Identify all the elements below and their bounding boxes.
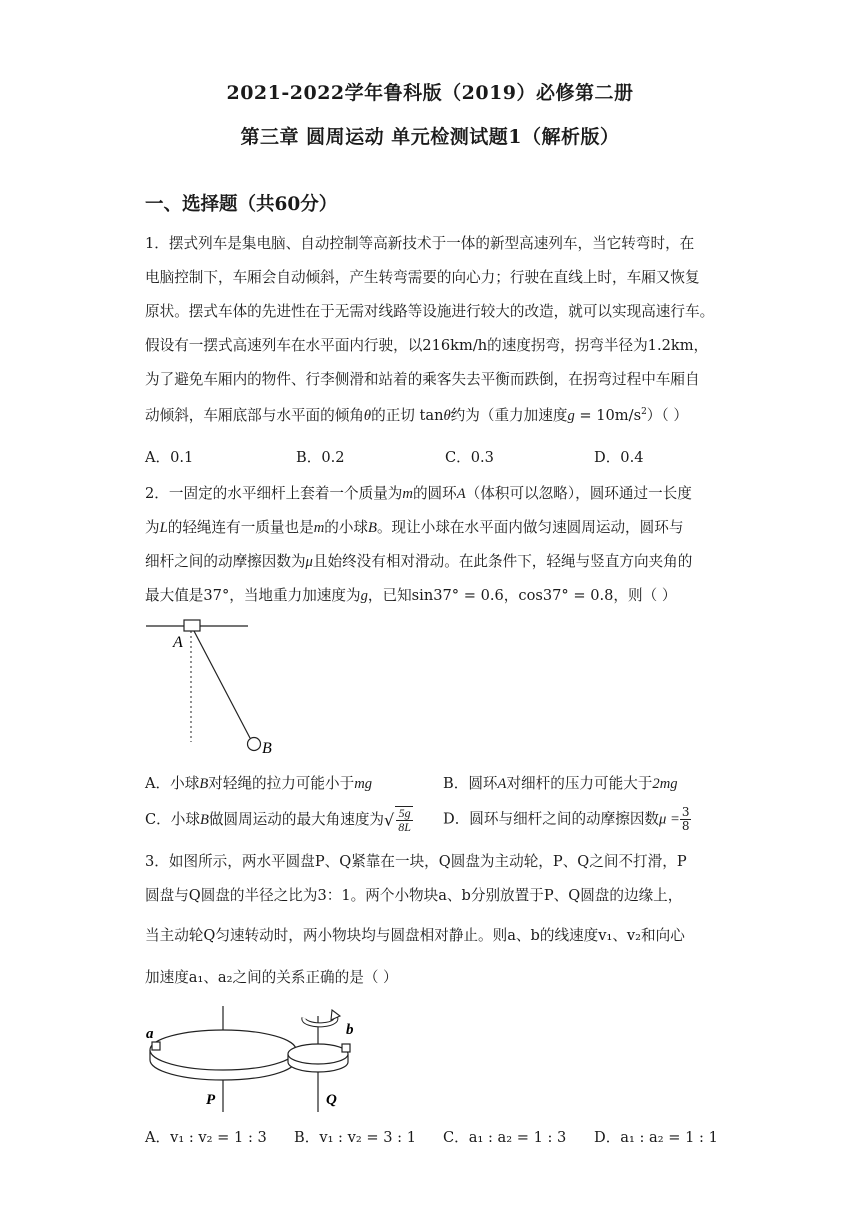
label-a: A [173,634,183,651]
q3-line-1: 3．如图所示，两水平圆盘P、Q紧靠在一块，Q圆盘为主动轮，P、Q之间不打滑，P [145,853,687,870]
q3-option-c: C．a₁ : a₂ = 1 : 3 [443,1129,567,1146]
block-a [152,1042,160,1050]
q2-L: L [159,520,168,536]
light-rope [194,631,250,738]
q2-line-1-text-a: 2．一固定的水平细杆上套着一个质量为 [145,485,403,502]
label-b: b [346,1022,354,1038]
q2-option-c [145,806,413,834]
q2-A: A [456,486,466,502]
q1-option-b: B．0.2 [296,449,345,466]
q2-line-3-text-b: 且始终没有相对滑动。在此条件下，轻绳与竖直方向夹角的 [312,553,693,570]
q1-g: g [567,408,575,424]
q1-line-6-text-b: 的正切 [371,407,415,424]
mu-fraction [680,806,692,833]
label-b: B [262,740,272,757]
q2-option-c-text-b: 做圆周运动的最大角速度为 [208,811,385,828]
q2-line-3-text-a: 细杆之间的动摩擦因数为 [145,553,306,570]
arrow-head [331,1010,340,1020]
q1-line-1: 1．摆式列车是集电脑、自动控制等高新技术于一体的新型高速列车，当它转弯时，在 [145,235,695,252]
q2-line-2-text-d: 。现让小球在水平面内做匀速圆周运动，圆环与 [376,519,684,536]
q2-option-d-text: D．圆环与细杆之间的动摩擦因数 [443,810,660,828]
q2-option-b-A: A [497,776,507,792]
q2-line-3 [145,550,692,571]
q2-option-c-B: B [199,812,209,828]
label-q: Q [326,1092,337,1108]
q2-option-d-mu: μ = [659,811,680,828]
sqrt-body [395,806,413,834]
section-heading: 一、选择题（共60分） [145,194,338,215]
q2-line-2-text-a: 为 [145,519,160,536]
q3-line-2: 圆盘与Q圆盘的半径之比为3：1。两个小物块a、b分别放置于P、Q圆盘的边缘上， [145,887,683,904]
q1-tan: tan [419,407,444,424]
q2-option-b [443,772,678,793]
q2-B: B [368,520,377,536]
omega-numerator: 5g [396,807,413,821]
document-title-line2: 第三章 圆周运动 单元检测试题1（解析版） [240,126,620,148]
q2-line-4 [145,584,676,605]
q1-line-5: 为了避免车厢内的物件、行李侧滑和站着的乘客失去平衡而跌倒，在拐弯过程中车厢自 [145,371,700,388]
q3-line-4: 加速度a₁、a₂之间的关系正确的是（ ） [145,969,398,986]
q3-line-3: 当主动轮Q匀速转动时，两小物块均与圆盘相对静止。则a、b的线速度v₁、v₂和向心 [145,927,685,944]
q1-option-d: D．0.4 [594,449,644,466]
q1-line-4: 假设有一摆式高速列车在水平面内行驶，以216km/h的速度拐弯，拐弯半径为1.2km， [145,337,709,354]
q1-theta-2: θ [443,408,451,424]
q2-m: m [402,486,413,502]
q2-option-a-text-b: 对轻绳的拉力可能小于 [208,775,355,792]
q1-square: 2 [641,407,647,418]
q2-option-a-mg: mg [354,776,373,792]
q2-line-2-text-b: 的轻绳连有一质量也是 [167,519,314,536]
label-a: a [146,1026,154,1042]
q3-option-d: D．a₁ : a₂ = 1 : 1 [594,1129,718,1146]
q2-line-4-text-a: 最大值是37°，当地重力加速度为 [145,587,361,604]
document-title-line1: 2021-2022学年鲁科版（2019）必修第二册 [226,82,634,104]
q1-line-6 [145,404,688,425]
q2-option-a-text-a: A．小球 [145,775,200,792]
q2-option-a-B: B [199,776,209,792]
q2-line-4-text-b: ，已知sin37° = 0.6，cos37° = 0.8，则（ ） [367,587,677,604]
q1-line-6-text-d: ）（ ） [646,407,688,424]
q2-line-1-text-c: （体积可以忽略），圆环通过一长度 [465,485,692,502]
q1-line-2: 电脑控制下，车厢会自动倾斜，产生转弯需要的向心力；行驶在直线上时，车厢又恢复 [145,269,700,286]
q2-line-2 [145,516,683,537]
ball-b [248,738,261,751]
disc-q [288,1044,348,1064]
block-b [342,1044,350,1052]
q2-figure [140,614,280,760]
q2-option-d [443,806,691,833]
q1-theta: θ [363,408,372,424]
q2-g: g [360,588,368,604]
q1-line-3: 原状。摆式车体的先进性在于无需对线路等设施进行较大的改造，就可以实现高速行车。 [145,303,715,320]
q3-option-b: B．v₁ : v₂ = 3 : 1 [294,1129,416,1146]
mu-denominator: 8 [681,819,690,833]
sqrt-sign: √ [384,810,395,830]
q2-line-2-text-c: 的小球 [324,519,369,536]
q2-option-c-text-a: C．小球 [145,811,200,828]
q2-line-1 [145,482,692,503]
q1-option-c: C．0.3 [445,449,494,466]
q2-option-a [145,772,372,793]
q2-line-1-text-b: 的圆环 [412,485,457,502]
q1-g-value: = 10m/s [574,407,642,424]
q1-line-6-text-a: 动倾斜，车厢底部与水平面的倾角 [145,407,364,424]
q2-option-b-text-a: B．圆环 [443,775,498,792]
disc-p [150,1030,296,1070]
q2-m-2: m [313,520,325,536]
q2-option-b-2mg: 2mg [652,776,678,792]
q2-mu: μ [305,554,313,570]
q3-figure [140,1004,370,1116]
ring-a-block [184,620,200,631]
label-p: P [206,1092,216,1108]
q3-option-a: A．v₁ : v₂ = 1 : 3 [145,1129,267,1146]
omega-denominator: 8L [398,820,411,834]
omega-fraction [396,807,413,834]
q2-option-b-text-b: 对细杆的压力可能大于 [506,775,653,792]
q1-line-6-text-c: 约为（重力加速度 [450,407,568,424]
q1-option-a: A．0.1 [145,449,194,466]
mu-numerator: 3 [681,805,690,819]
